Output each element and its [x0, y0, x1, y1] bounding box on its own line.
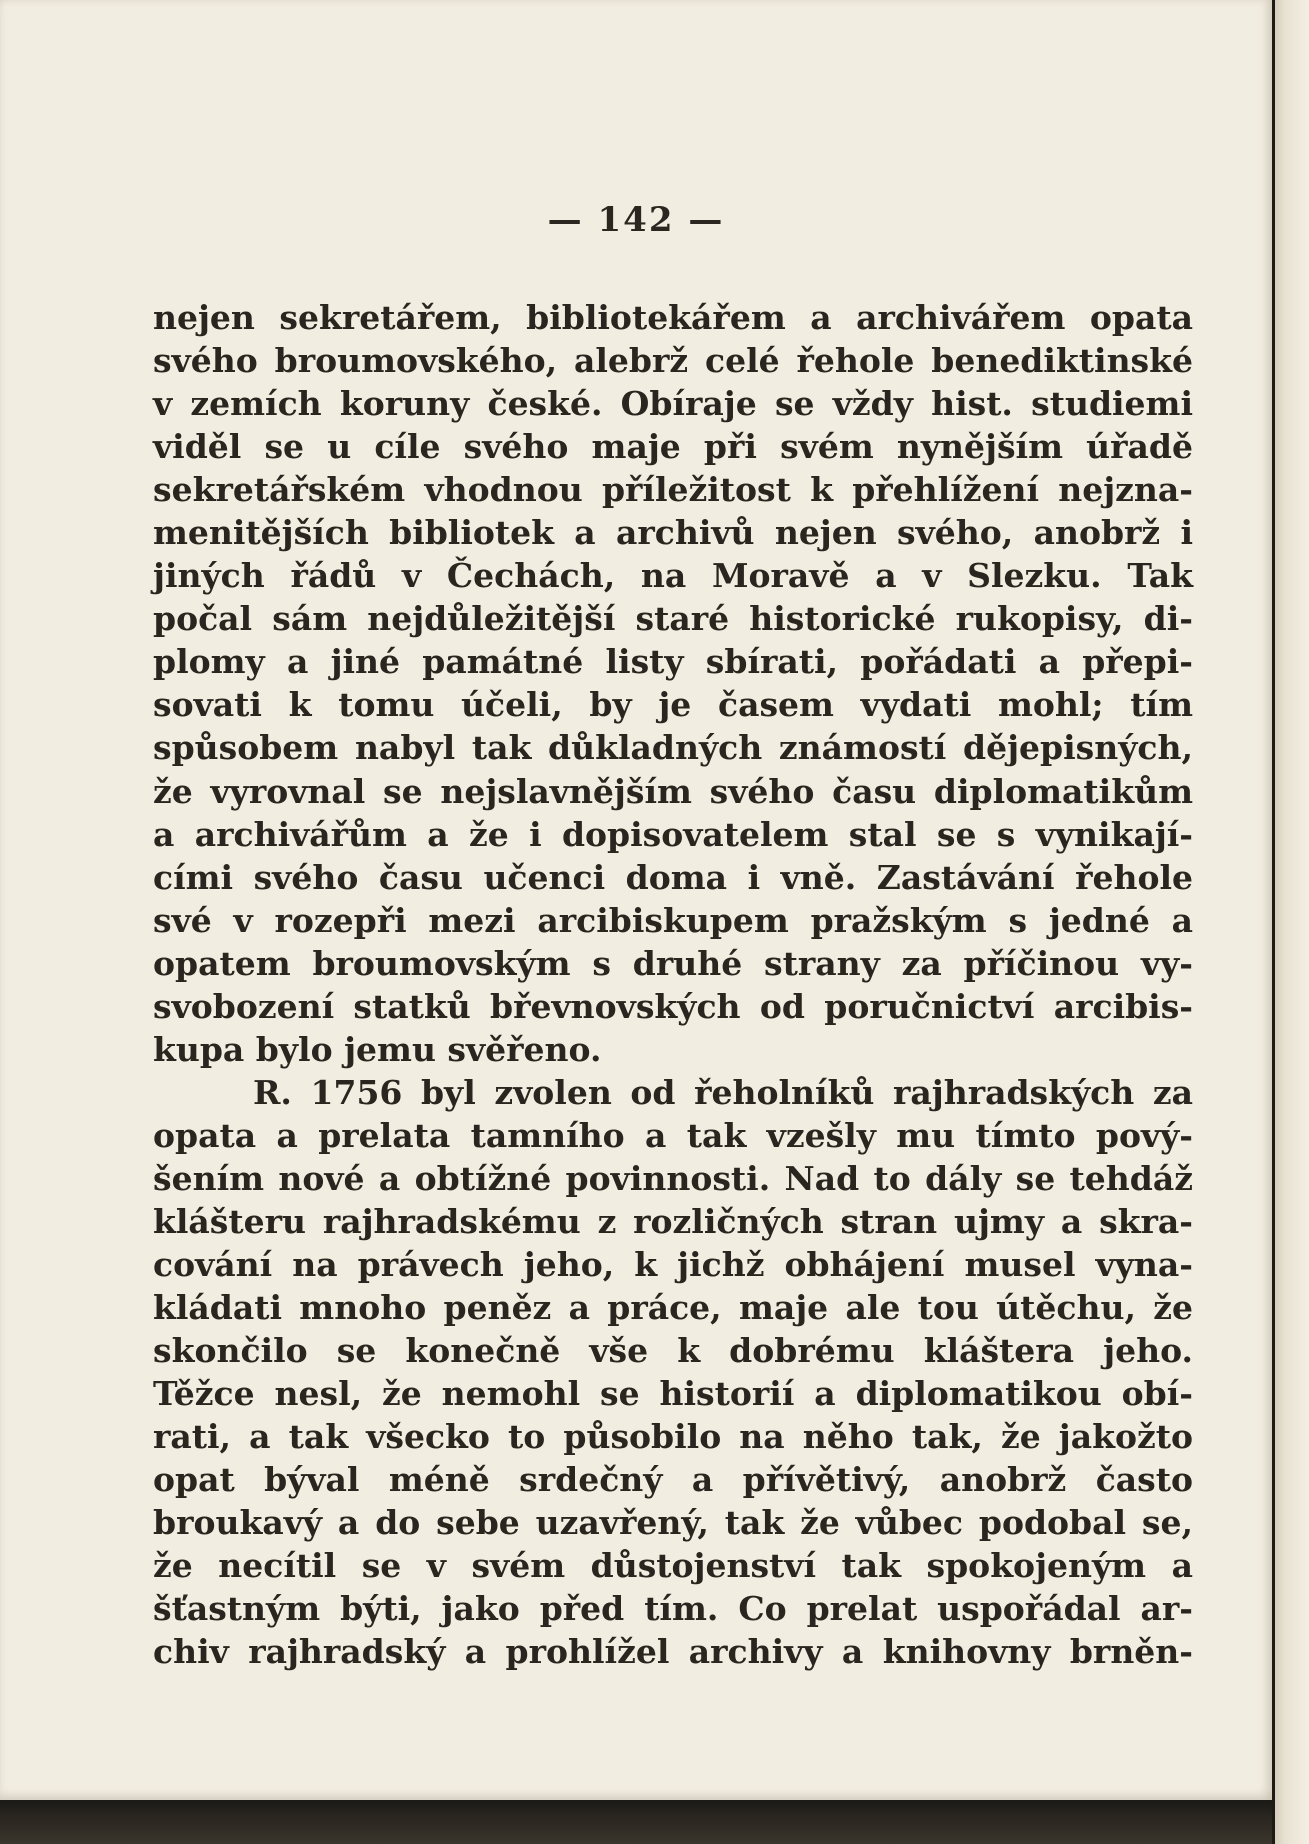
text-line: jiných řádů v Čechách, na Moravě a v Slezku. Tak — [153, 556, 1193, 596]
text-line: opat býval méně srdečný a přívětivý, anobrž často — [153, 1460, 1193, 1500]
text-line: kupa bylo jemu svěřeno. — [153, 1029, 602, 1069]
body-text — [153, 296, 1193, 1674]
text-line: nejen sekretářem, bibliotekářem a archivářem opata — [153, 298, 1193, 337]
text-line: menitějších bibliotek a archivů nejen svého, anobrž i — [153, 513, 1193, 553]
text-line: své v rozepři mezi arcibiskupem pražským s jedné a — [153, 900, 1193, 940]
text-line: klášteru rajhradskému z rozličných stran ujmy a skra- — [153, 1201, 1193, 1241]
text-line: viděl se u cíle svého maje při svém nynějším úřadě — [153, 427, 1193, 467]
text-line: sekretářském vhodnou příležitost k přehlížení nejzna- — [153, 470, 1193, 510]
text-line: skončilo se konečně vše k dobrému kláštera jeho. — [153, 1331, 1193, 1371]
text-line: svobození statků břevnovských od poručnictví arcibis- — [153, 986, 1193, 1026]
text-line: broukavý a do sebe uzavřený, tak že vůbec podobal se, — [153, 1503, 1193, 1543]
text-line: Těžce nesl, že nemohl se historií a diplomatikou obí- — [153, 1374, 1193, 1414]
text-line: počal sám nejdůležitější staré historické rukopisy, di- — [153, 599, 1193, 639]
text-line: kládati mnoho peněz a práce, maje ale tou útěchu, že — [153, 1288, 1193, 1328]
page-gutter — [1272, 0, 1275, 1844]
page-bottom-edge — [0, 1800, 1272, 1844]
text-line: plomy a jiné památné listy sbírati, pořádati a přepi- — [153, 642, 1193, 682]
text-line: spůsobem nabyl tak důkladných známostí dějepisných, — [153, 728, 1193, 768]
text-line: svého broumovského, alebrž celé řehole benediktinské — [153, 341, 1193, 381]
text-line: chiv rajhradský a prohlížel archivy a knihovny brněn- — [153, 1632, 1193, 1672]
text-line: cími svého času učenci doma i vně. Zastávání řehole — [153, 857, 1193, 897]
text-line: R. 1756 byl zvolen od řeholníků rajhradských za — [253, 1072, 1193, 1112]
page-right-edge — [1272, 0, 1309, 1844]
text-line: šťastným býti, jako před tím. Co prelat uspořádal ar- — [153, 1589, 1193, 1629]
text-line: rati, a tak všecko to působilo na něho tak, že jakožto — [153, 1417, 1193, 1457]
text-line: šením nové a obtížné povinnosti. Nad to dály se tehdáž — [153, 1158, 1193, 1198]
text-line: sovati k tomu účeli, by je časem vydati mohl; tím — [153, 685, 1193, 725]
page-number: — 142 — — [547, 200, 725, 240]
text-line: cování na právech jeho, k jichž obhájení musel vyna- — [153, 1245, 1193, 1285]
text-line: že vyrovnal se nejslavnějším svého času diplomatikům — [153, 771, 1193, 811]
text-line: opatem broumovským s druhé strany za příčinou vy- — [153, 943, 1193, 983]
text-line: opata a prelata tamního a tak vzešly mu tímto pový- — [153, 1115, 1193, 1155]
text-line: že necítil se v svém důstojenství tak spokojeným a — [153, 1546, 1193, 1586]
text-line: a archivářům a že i dopisovatelem stal se s vynikají- — [153, 814, 1193, 854]
text-line: v zemích koruny české. Obíraje se vždy hist. studiemi — [153, 384, 1193, 424]
